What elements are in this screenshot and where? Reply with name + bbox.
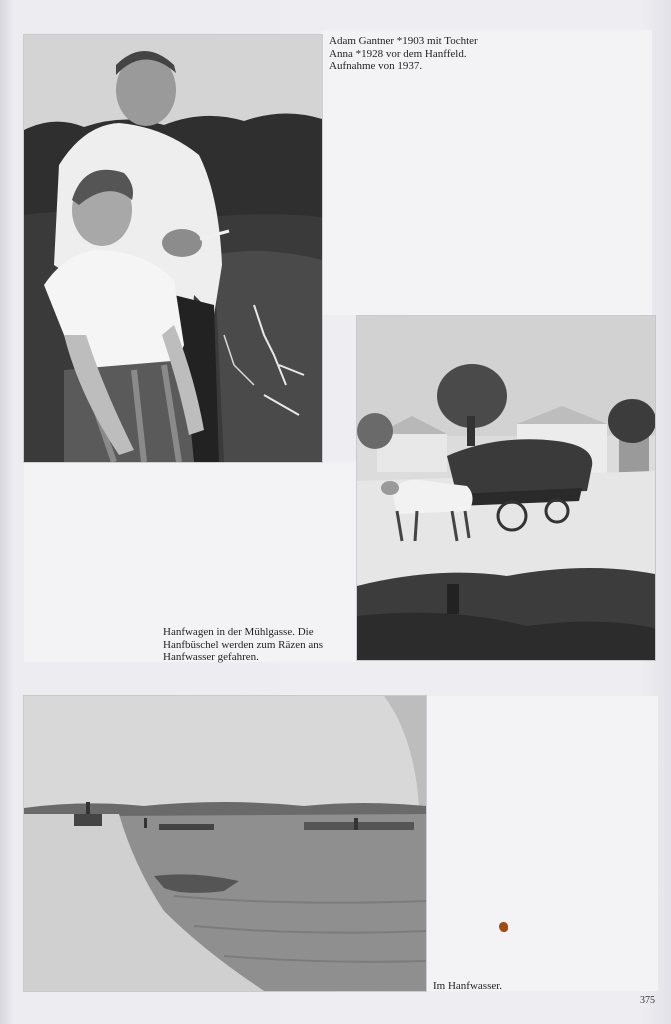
photo-hemp-wagon-image (357, 316, 655, 660)
photo-father-daughter-hemp-field (24, 35, 322, 462)
caption-photo3: Im Hanfwasser. (433, 980, 503, 992)
caption-photo1-line2: Anna *1928 vor dem Hanffeld. (329, 47, 467, 60)
caption-photo2 (163, 626, 323, 664)
panel-top-right (322, 30, 652, 315)
panel-bottom-right (426, 696, 658, 991)
photo-hemp-wagon (357, 316, 655, 660)
photo-father-daughter-image (24, 35, 322, 462)
caption-photo1 (329, 35, 478, 73)
caption-photo1-line3: Aufnahme von 1937. (329, 60, 423, 72)
paper-fleck (499, 922, 508, 932)
page-number: 375 (640, 995, 655, 1006)
caption-photo1-line1: Adam Gantner *1903 mit Tochter (329, 35, 478, 47)
photo-hemp-water-image (24, 696, 426, 991)
photo-hemp-water (24, 696, 426, 991)
caption-photo2-line2: Hanfbüschel werden zum Räzen ans (163, 638, 324, 651)
caption-photo2-line1: Hanfwagen in der Mühlgasse. Die (163, 626, 314, 638)
caption-photo2-line3: Hanfwasser gefahren. (163, 651, 259, 663)
